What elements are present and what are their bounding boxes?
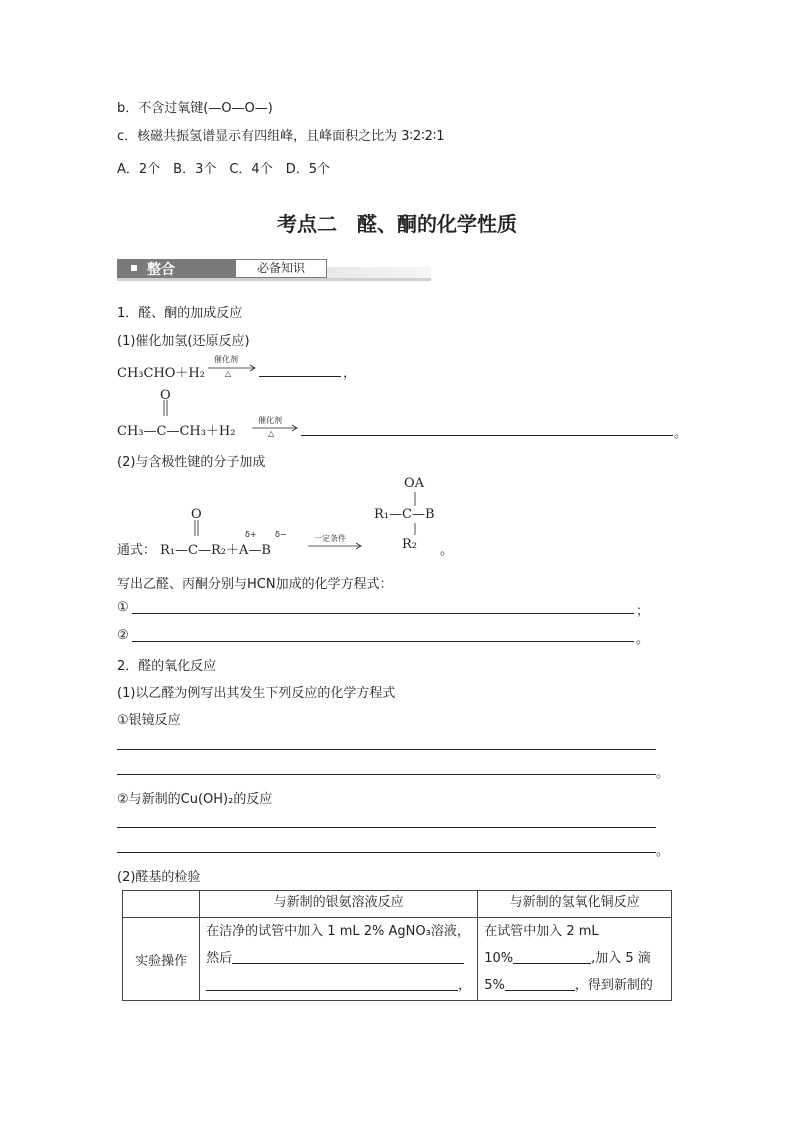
banner-right: 必备知识	[235, 259, 327, 278]
catalyst-label-2: 催化剂	[258, 416, 282, 425]
hcn-answer-1[interactable]	[132, 613, 634, 614]
bond-line-icon	[413, 523, 417, 537]
equation-2-left: CH₃—C—CH₃＋H₂	[117, 424, 236, 439]
bond-line-icon	[413, 492, 417, 508]
option-c: c．核磁共振氢谱显示有四组峰，且峰面积之比为 3∶2∶2∶1	[117, 129, 445, 144]
reaction-arrow-icon	[308, 542, 364, 550]
table-header-cell: 与新制的氢氧化铜反应	[478, 891, 672, 918]
copper-blank-1[interactable]	[513, 949, 591, 964]
part2-heading: 2．醛的氧化反应	[117, 659, 217, 674]
aldehyde-test-table	[122, 890, 672, 1001]
blank1-end: ；	[636, 604, 650, 619]
silver-operation-cell: 在洁净的试管中加入 1 mL 2% AgNO₃溶液， 然后 ，	[200, 918, 478, 1001]
cuoh2-answer-1[interactable]	[117, 827, 656, 828]
blank1-mark: ①	[117, 600, 129, 615]
table-header-cell: 与新制的银氨溶液反应	[200, 891, 478, 918]
copper-operation-cell: 在试管中加入 2 mL 10% ,加入 5 滴 5% ，得到新制的	[478, 918, 672, 1001]
copper-blank-2[interactable]	[505, 976, 575, 991]
cuoh2-item: ②与新制的Cu(OH)₂的反应	[117, 792, 273, 807]
section-title: 考点二 醛、酮的化学性质	[277, 212, 517, 236]
table-header-cell	[123, 891, 200, 918]
square-bullet-icon	[131, 265, 137, 271]
equation-1-end: ，	[343, 366, 357, 381]
silver-mirror-item: ①银镜反应	[117, 713, 181, 728]
hcn-prompt: 写出乙醛、丙酮分别与HCN加成的化学方程式：	[117, 577, 393, 592]
answer-blank-1[interactable]	[259, 376, 341, 377]
heat-label-2: △	[268, 429, 275, 438]
answer-blank-2[interactable]	[301, 435, 673, 436]
general-carbonyl-o: O	[191, 507, 202, 522]
double-bond-icon	[191, 520, 201, 538]
row-label: 实验操作	[123, 918, 200, 1001]
general-label: 通式：	[117, 543, 157, 558]
equation-1-left: CH₃CHO＋H₂	[117, 366, 205, 381]
part1-sub2: (2)与含极性键的分子加成	[117, 455, 266, 470]
general-reactants: R₁—C—R₂＋A—B	[160, 543, 271, 558]
part2-sub2: (2)醛基的检验	[117, 870, 201, 885]
answer-choices: A．2个 B．3个 C．4个 D．5个	[117, 162, 330, 177]
table-row	[123, 918, 672, 1001]
cuoh2-answer-2[interactable]	[117, 852, 656, 853]
catalyst-label: 催化剂	[214, 355, 238, 364]
blank2-end: 。	[636, 632, 650, 647]
silver-mirror-answer-1[interactable]	[117, 749, 656, 750]
table-header-row	[123, 891, 672, 918]
silver-mirror-answer-2[interactable]	[117, 774, 656, 775]
double-bond-icon	[160, 400, 170, 418]
banner-left: 整合	[117, 259, 235, 278]
delta-minus: δ−	[275, 530, 287, 539]
item1-end: 。	[656, 766, 670, 781]
reaction-arrow-icon	[252, 424, 302, 432]
equation-2-end: 。	[674, 426, 688, 441]
product-mid: R₁—C—B	[374, 507, 435, 522]
product-top: OA	[404, 476, 425, 491]
delta-plus: δ+	[245, 530, 257, 539]
part2-sub1: (1)以乙醛为例写出其发生下列反应的化学方程式	[117, 686, 396, 701]
part1-sub1: (1)催化加氢(还原反应)	[117, 334, 250, 349]
carbonyl-o: O	[160, 388, 171, 403]
condition-label: 一定条件	[314, 534, 346, 543]
general-end: 。	[440, 543, 454, 558]
part1-heading: 1．醛、酮的加成反应	[117, 306, 243, 321]
item2-end: 。	[656, 844, 670, 859]
silver-blank-1[interactable]	[232, 949, 464, 964]
hcn-answer-2[interactable]	[132, 641, 634, 642]
reaction-arrow-icon	[208, 364, 258, 372]
section-banner	[117, 259, 431, 281]
blank2-mark: ②	[117, 628, 129, 643]
silver-blank-2[interactable]	[206, 976, 458, 991]
product-bottom: R₂	[402, 537, 417, 552]
heat-label: △	[225, 369, 232, 378]
option-b: b．不含过氧键(—O—O—)	[117, 101, 273, 116]
